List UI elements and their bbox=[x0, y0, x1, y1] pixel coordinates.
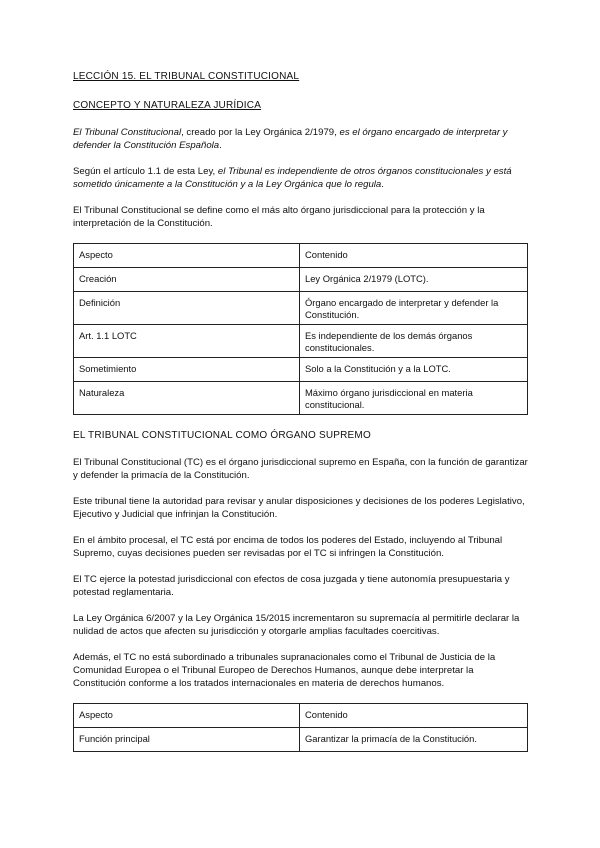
text-organo-italic: es el órgano encargado de interpretar y defender la Constitución Española bbox=[73, 127, 508, 151]
table-row bbox=[74, 358, 528, 382]
table-header-row bbox=[74, 244, 528, 268]
summary-table-2 bbox=[73, 703, 528, 752]
paragraph-supremo-5: La Ley Orgánica 6/2007 y la Ley Orgánica 15/2015 incrementaron su supremacía al permitirle declarar la nulidad de actos que afecten su jurisdicción y otorgarle amplias facultades coercitivas. bbox=[73, 613, 520, 637]
table-cell-aspecto: Función principal bbox=[74, 728, 300, 752]
section-heading-organo-supremo: EL TRIBUNAL CONSTITUCIONAL COMO ÓRGANO SUPREMO bbox=[73, 430, 371, 441]
table-cell-aspecto: Creación bbox=[74, 268, 300, 292]
text-creado: , creado por la Ley Orgánica 2/1979, bbox=[181, 127, 340, 138]
summary-table-1 bbox=[73, 243, 528, 415]
paragraph-definicion: El Tribunal Constitucional se define como el más alto órgano jurisdiccional para la protección y la interpretación de la Constitución. bbox=[73, 205, 485, 229]
text-period: . bbox=[381, 179, 384, 190]
paragraph-supremo-1: El Tribunal Constitucional (TC) es el órgano jurisdiccional supremo en España, con la función de garantizar y defender la primacía de la Constitución. bbox=[73, 457, 528, 481]
table-header-cell: Aspecto bbox=[74, 244, 300, 268]
text-segun: Según el artículo 1.1 de esta Ley, bbox=[73, 166, 218, 177]
paragraph-supremo-6: Además, el TC no está subordinado a tribunales supranacionales como el Tribunal de Justicia de la Comunidad Europea o el Tribunal Europeo de Derechos Humanos, aunque debe interpretar la Constitución conforme a los tratados internacionales en materia de derechos humanos. bbox=[73, 652, 496, 689]
table-cell-contenido: Solo a la Constitución y a la LOTC. bbox=[300, 358, 528, 382]
table-header-row bbox=[74, 704, 528, 728]
paragraph-intro bbox=[73, 126, 528, 152]
document-page bbox=[73, 70, 528, 766]
table-header-cell: Contenido bbox=[300, 704, 528, 728]
paragraph-supremo-3: En el ámbito procesal, el TC está por encima de todos los poderes del Estado, incluyendo al Tribunal Supremo, cuyas decisiones pueden ser revisadas por el TC si infringen la Constitución. bbox=[73, 535, 503, 559]
paragraph-supremo-4: El TC ejerce la potestad jurisdiccional con efectos de cosa juzgada y tiene autonomía presupuestaria y potestad reglamentaria. bbox=[73, 574, 510, 598]
table-cell-contenido: Máximo órgano jurisdiccional en materia constitucional. bbox=[300, 382, 528, 415]
text-tc-italic: El Tribunal Constitucional bbox=[73, 127, 182, 138]
table-header-cell: Aspecto bbox=[74, 704, 300, 728]
table-row bbox=[74, 268, 528, 292]
table-row bbox=[74, 382, 528, 415]
page-title: LECCIÓN 15. EL TRIBUNAL CONSTITUCIONAL bbox=[73, 71, 300, 82]
table-cell-aspecto: Definición bbox=[74, 292, 300, 325]
section-heading-concepto: CONCEPTO Y NATURALEZA JURÍDICA bbox=[73, 100, 262, 111]
table-cell-contenido: Órgano encargado de interpretar y defender la Constitución. bbox=[300, 292, 528, 325]
table-cell-aspecto: Naturaleza bbox=[74, 382, 300, 415]
paragraph-supremo-2: Este tribunal tiene la autoridad para revisar y anular disposiciones y decisiones de los poderes Legislativo, Ejecutivo y Judicial que infrinjan la Constitución. bbox=[73, 496, 525, 520]
table-row bbox=[74, 325, 528, 358]
table-cell-contenido: Es independiente de los demás órganos constitucionales. bbox=[300, 325, 528, 358]
table-header-cell: Contenido bbox=[300, 244, 528, 268]
table-cell-aspecto: Sometimiento bbox=[74, 358, 300, 382]
text-independiente-italic: el Tribunal es independiente de otros órganos constitucionales y está sometido únicamente a la Constitución y a la Ley Orgánica que lo regula bbox=[73, 166, 512, 190]
table-row bbox=[74, 728, 528, 752]
text-period: . bbox=[219, 140, 222, 151]
table-cell-aspecto: Art. 1.1 LOTC bbox=[74, 325, 300, 358]
paragraph-articulo bbox=[73, 165, 528, 191]
table-row bbox=[74, 292, 528, 325]
table-cell-contenido: Garantizar la primacía de la Constitución. bbox=[300, 728, 528, 752]
table-cell-contenido: Ley Orgánica 2/1979 (LOTC). bbox=[300, 268, 528, 292]
